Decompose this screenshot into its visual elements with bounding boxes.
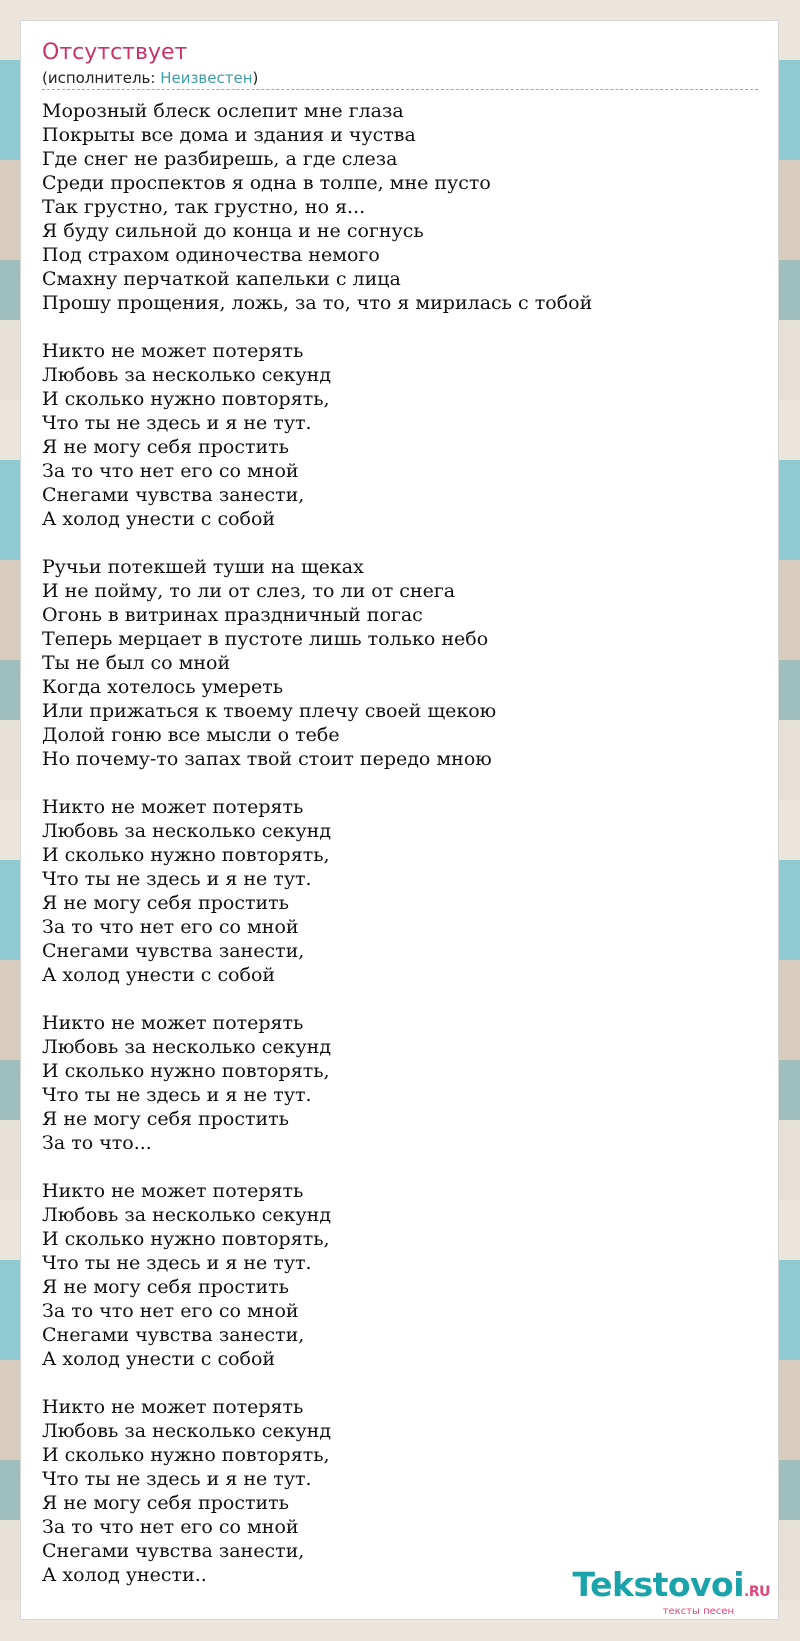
song-title: Отсутствует <box>42 40 188 65</box>
lyric-line: И сколько нужно повторять, <box>42 1060 330 1082</box>
lyrics-stanza <box>42 99 752 315</box>
lyric-line: А холод унести с собой <box>42 1348 276 1370</box>
lyric-line: И не пойму, то ли от слез, то ли от снега <box>42 580 456 602</box>
lyrics-body <box>42 99 752 1611</box>
lyric-line: И сколько нужно повторять, <box>42 1444 330 1466</box>
lyric-line: Покрыты все дома и здания и чуства <box>42 124 416 146</box>
site-logo[interactable] <box>572 1565 770 1617</box>
lyrics-stanza <box>42 1011 752 1155</box>
lyric-line: За то что нет его со мной <box>42 916 299 938</box>
logo-tld: .RU <box>744 1584 770 1600</box>
header-divider <box>42 89 758 90</box>
logo-wordmark <box>572 1565 770 1609</box>
lyric-line: И сколько нужно повторять, <box>42 844 330 866</box>
lyrics-stanza <box>42 1179 752 1371</box>
lyric-line: Никто не может потерять <box>42 1180 304 1202</box>
lyric-line: Или прижаться к твоему плечу своей щекою <box>42 700 497 722</box>
lyric-line: За то что нет его со мной <box>42 460 299 482</box>
lyric-line: Что ты не здесь и я не тут. <box>42 412 312 434</box>
lyric-line: Я не могу себя простить <box>42 436 290 458</box>
lyric-line: Что ты не здесь и я не тут. <box>42 1252 312 1274</box>
lyric-line: Снегами чувства занести, <box>42 1540 305 1562</box>
lyric-line: Прошу прощения, ложь, за то, что я мирилась с тобой <box>42 292 593 314</box>
lyric-line: Среди проспектов я одна в толпе, мне пусто <box>42 172 491 194</box>
lyric-line: Но почему-то запах твой стоит передо мною <box>42 748 492 770</box>
lyric-line: И сколько нужно повторять, <box>42 1228 330 1250</box>
logo-name: Tekstovoi <box>572 1565 745 1604</box>
lyric-line: Так грустно, так грустно, но я... <box>42 196 366 218</box>
lyric-line: Любовь за несколько секунд <box>42 1420 332 1442</box>
lyric-line: Снегами чувства занести, <box>42 1324 305 1346</box>
lyric-line: Под страхом одиночества немого <box>42 244 380 266</box>
lyric-line: Любовь за несколько секунд <box>42 1204 332 1226</box>
lyrics-page <box>20 20 779 1620</box>
lyric-line: Никто не может потерять <box>42 1396 304 1418</box>
lyric-line: Я буду сильной до конца и не согнусь <box>42 220 424 242</box>
lyric-line: А холод унести.. <box>42 1564 207 1586</box>
lyric-line: Любовь за несколько секунд <box>42 820 332 842</box>
lyric-line: Что ты не здесь и я не тут. <box>42 1084 312 1106</box>
lyric-line: Я не могу себя простить <box>42 1492 290 1514</box>
lyric-line: Морозный блеск ослепит мне глаза <box>42 100 404 122</box>
lyric-line: Где снег не разбирешь, а где слеза <box>42 148 398 170</box>
lyric-line: Никто не может потерять <box>42 796 304 818</box>
performer-prefix: (исполнитель: <box>42 69 161 87</box>
lyrics-stanza <box>42 339 752 531</box>
lyric-line: Любовь за несколько секунд <box>42 364 332 386</box>
lyric-line: Никто не может потерять <box>42 1012 304 1034</box>
lyrics-stanza <box>42 795 752 987</box>
lyrics-stanza <box>42 555 752 771</box>
lyric-line: Огонь в витринах праздничный погас <box>42 604 423 626</box>
performer-link[interactable]: Неизвестен <box>160 69 253 87</box>
lyric-line: Никто не может потерять <box>42 340 304 362</box>
lyric-line: Я не могу себя простить <box>42 892 290 914</box>
lyric-line: Любовь за несколько секунд <box>42 1036 332 1058</box>
performer-line <box>42 68 258 88</box>
logo-tagline: тексты песен <box>662 1606 734 1617</box>
lyric-line: А холод унести с собой <box>42 508 276 530</box>
lyric-line: За то что нет его со мной <box>42 1516 299 1538</box>
lyric-line: Что ты не здесь и я не тут. <box>42 868 312 890</box>
lyric-line: Ручьи потекшей туши на щеках <box>42 556 364 578</box>
lyric-line: А холод унести с собой <box>42 964 276 986</box>
lyrics-stanza <box>42 1395 752 1587</box>
lyric-line: Снегами чувства занести, <box>42 940 305 962</box>
lyric-line: За то что... <box>42 1132 152 1154</box>
lyric-line: За то что нет его со мной <box>42 1300 299 1322</box>
lyric-line: Снегами чувства занести, <box>42 484 305 506</box>
lyric-line: Смахну перчаткой капельки с лица <box>42 268 401 290</box>
performer-suffix: ) <box>252 69 259 87</box>
lyric-line: Теперь мерцает в пустоте лишь только небо <box>42 628 489 650</box>
lyric-line: Когда хотелось умереть <box>42 676 284 698</box>
lyric-line: И сколько нужно повторять, <box>42 388 330 410</box>
lyric-line: Я не могу себя простить <box>42 1108 290 1130</box>
lyric-line: Ты не был со мной <box>42 652 231 674</box>
lyric-line: Я не могу себя простить <box>42 1276 290 1298</box>
lyric-line: Долой гоню все мысли о тебе <box>42 724 340 746</box>
lyric-line: Что ты не здесь и я не тут. <box>42 1468 312 1490</box>
